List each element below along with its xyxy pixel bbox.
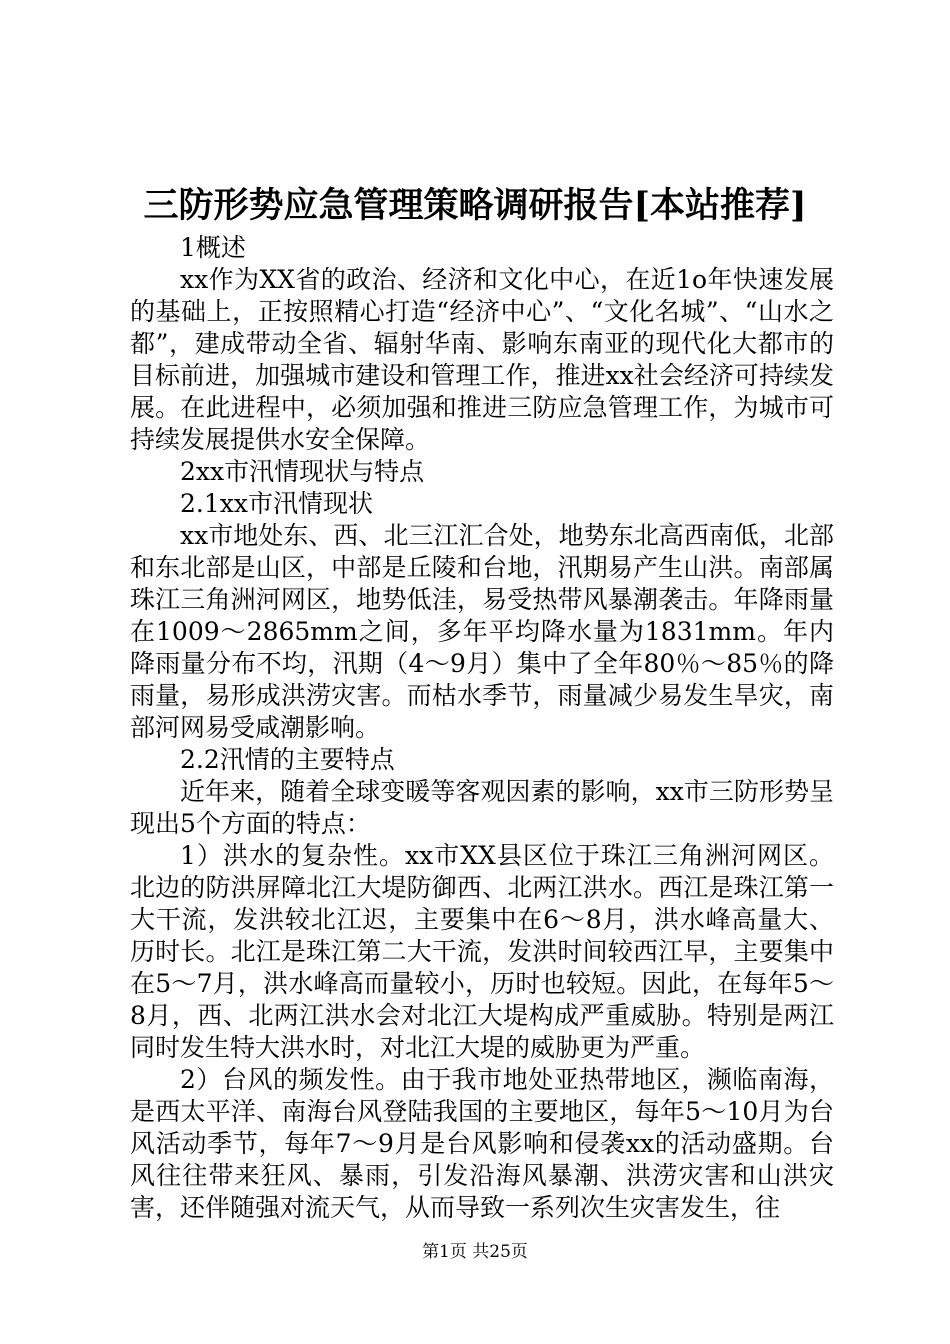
body-paragraph: xx作为XX省的政治、经济和文化中心，在近1o年快速发展的基础上，正按照精心打造“经济中心”、“文化名城”、“山水之都”，建成带动全省、辐射华南、影响东南亚的现代化大都市的目标前进，加强城市建设和管理工作，推进xx社会经济可持续发展。在此进程中，必须加强和推进三防应急管理工作，为城市可持续发展提供水安全保障。	[130, 265, 834, 454]
subsection-heading: 2.2汛情的主要特点	[180, 745, 395, 774]
document-body	[130, 232, 834, 1224]
body-paragraph: 近年来，随着全球变暖等客观因素的影响，xx市三防形势呈现出5个方面的特点：	[130, 777, 834, 838]
section-heading: 1概述	[180, 233, 246, 262]
page-number-footer: 第1页 共25页	[422, 1242, 528, 1262]
subsection-heading: 2.1xx市汛情现状	[180, 489, 373, 518]
body-paragraph: 2）台风的频发性。由于我市地处亚热带地区，濒临南海，是西太平洋、南海台风登陆我国的主要地区，每年5～10月为台风活动季节，每年7～9月是台风影响和侵袭xx的活动盛期。台风往往带来狂风、暴雨，引发沿海风暴潮、洪涝灾害和山洪灾害，还伴随强对流天气，从而导致一系列次生灾害发生，往	[130, 1065, 834, 1222]
document-title: 三防形势应急管理策略调研报告[本站推荐]	[143, 185, 807, 226]
body-paragraph: 1）洪水的复杂性。xx市XX县区位于珠江三角洲河网区。北边的防洪屏障北江大堤防御西、北两江洪水。西江是珠江第一大干流，发洪较北江迟，主要集中在6～8月，洪水峰高量大、历时长。北江是珠江第二大干流，发洪时间较西江早，主要集中在5～7月，洪水峰高而量较小，历时也较短。因此，在每年5～8月，西、北两江洪水会对北江大堤构成严重威胁。特别是两江同时发生特大洪水时，对北江大堤的威胁更为严重。	[130, 841, 834, 1062]
body-paragraph: xx市地处东、西、北三江汇合处，地势东北高西南低，北部和东北部是山区，中部是丘陵和台地，汛期易产生山洪。南部属珠江三角洲河网区，地势低洼，易受热带风暴潮袭击。年降雨量在1009～2865mm之间，多年平均降水量为1831mm。年内降雨量分布不均，汛期（4～9月）集中了全年80％～85％的降雨量，易形成洪涝灾害。而枯水季节，雨量减少易发生旱灾，南部河网易受咸潮影响。	[130, 521, 834, 742]
section-heading: 2xx市汛情现状与特点	[180, 457, 425, 486]
